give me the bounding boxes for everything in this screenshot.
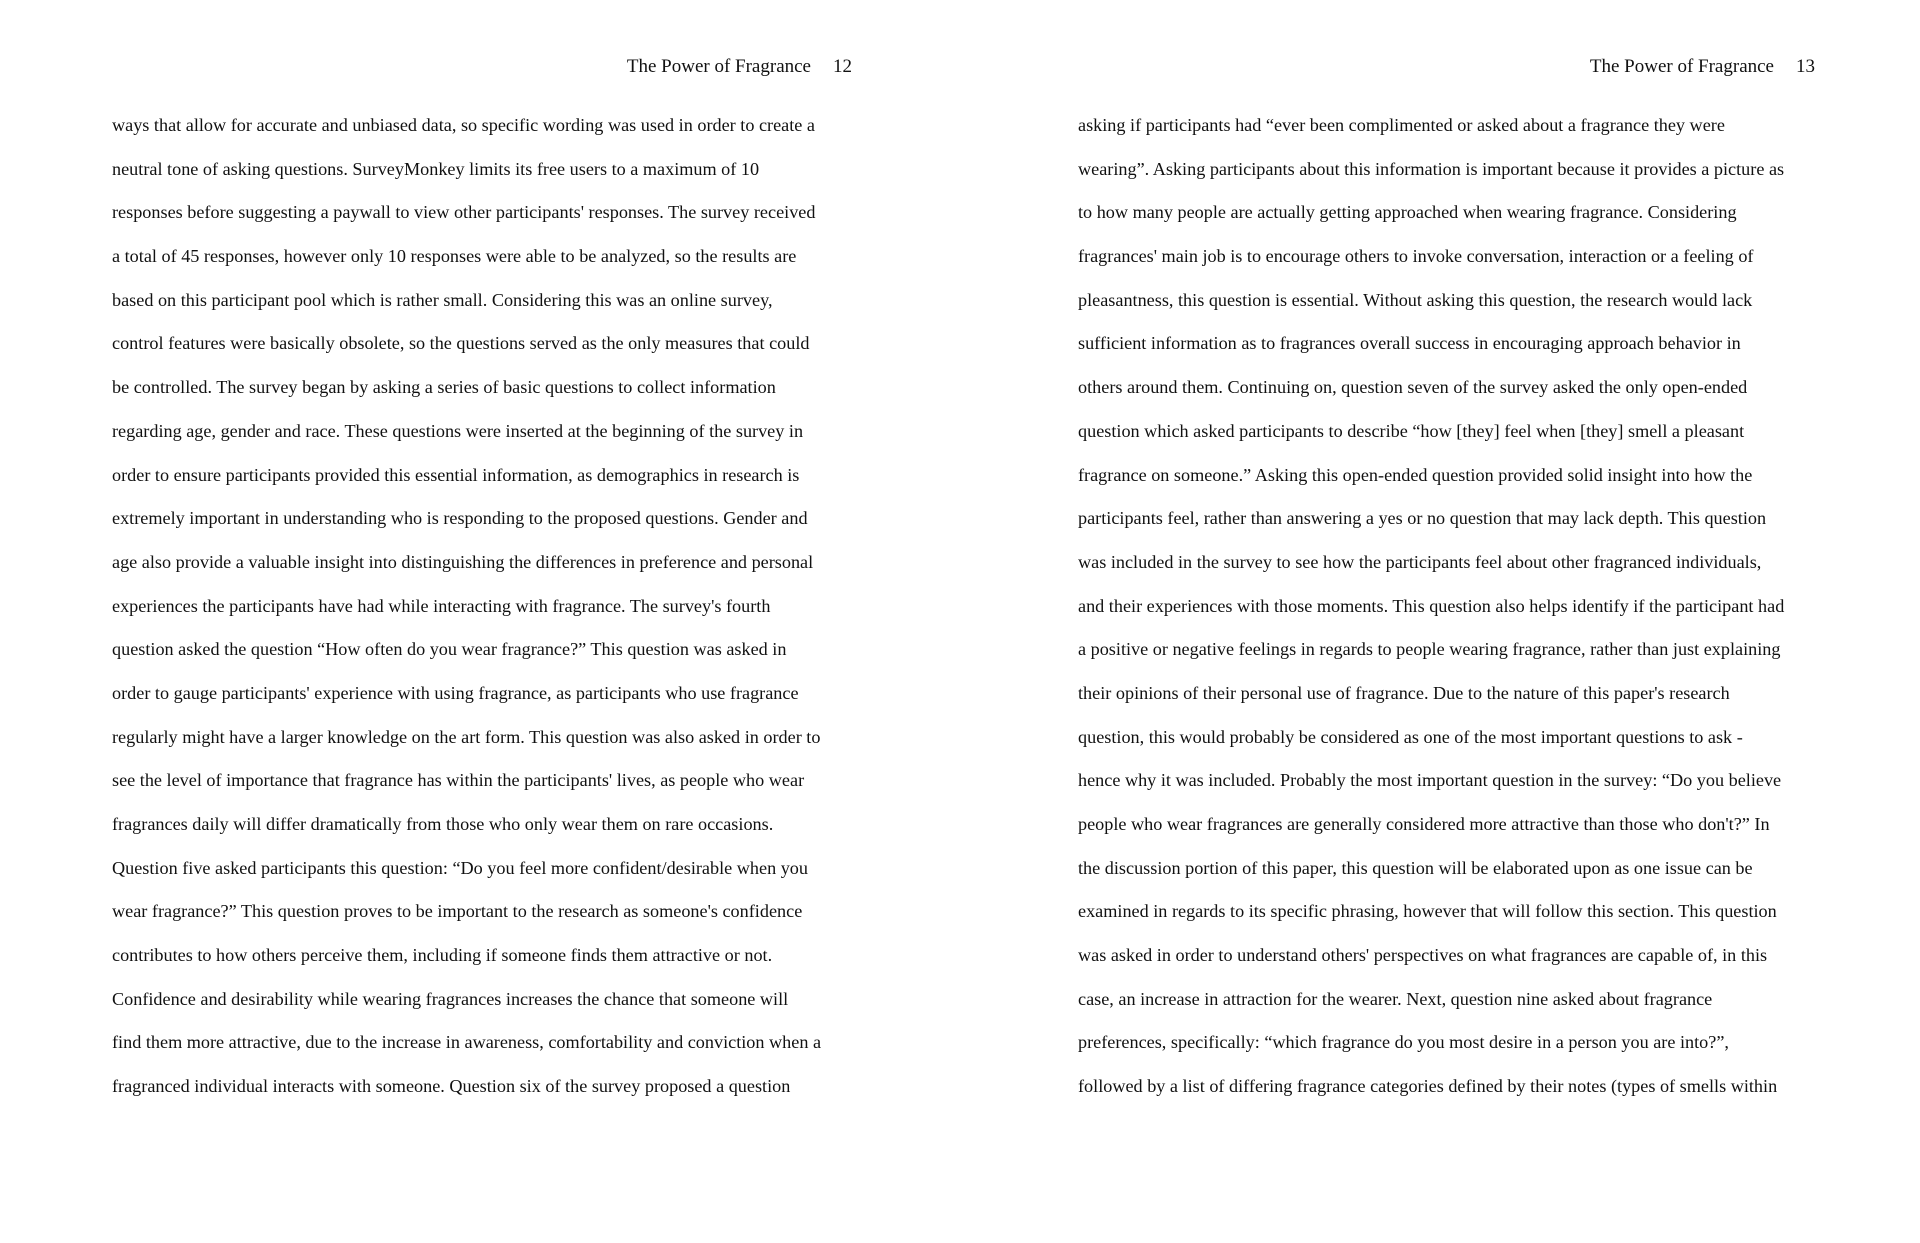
text-line: neutral tone of asking questions. SurveyMonkey limits its free users to a maximum of 10 [112,158,760,179]
text-line: the discussion portion of this paper, this question will be elaborated upon as one issue can be [1078,857,1753,878]
text-line: based on this participant pool which is rather small. Considering this was an online survey, [112,289,773,310]
text-line: wearing”. Asking participants about this information is important because it provides a picture as [1078,158,1785,179]
text-line: extremely important in understanding who is responding to the proposed questions. Gender and [112,508,808,529]
text-line: people who wear fragrances are generally considered more attractive than those who don't?” In [1078,814,1770,834]
text-line: fragrance on someone.” Asking this open-ended question provided solid insight into how the [1078,464,1753,485]
page-number: 13 [1796,56,1815,77]
text-line: a total of 45 responses, however only 10 responses were able to be analyzed, so the results are [112,246,797,267]
text-line: fragrances' main job is to encourage others to invoke conversation, interaction or a feeling of [1078,246,1754,267]
running-head-title: The Power of Fragrance [626,56,811,77]
text-line: a positive or negative feelings in regards to people wearing fragrance, rather than just explaining [1078,639,1781,660]
running-head [1590,55,1815,79]
text-line: question which asked participants to describe “how [they] feel when [they] smell a pleasant [1078,420,1745,441]
text-line: preferences, specifically: “which fragrance do you most desire in a person you are into?”, [1078,1032,1729,1053]
text-line: pleasantness, this question is essential. Without asking this question, the research would lack [1078,289,1753,310]
text-line: fragrances daily will differ dramatically from those who only wear them on rare occasions. [112,814,774,834]
text-line: wear fragrance?” This question proves to be important to the research as someone's confidence [112,901,803,922]
text-line: see the level of importance that fragrance has within the participants' lives, as people who wear [112,770,805,791]
text-line: followed by a list of differing fragrance categories defined by their notes (types of smells within [1078,1076,1778,1097]
page-13 [966,0,1920,1243]
text-line: and their experiences with those moments. This question also helps identify if the participant had [1078,595,1785,616]
text-line: fragranced individual interacts with someone. Question six of the survey proposed a question [112,1076,791,1097]
text-line: others around them. Continuing on, question seven of the survey asked the only open-ended [1078,377,1748,398]
text-line: Confidence and desirability while wearing fragrances increases the chance that someone will [112,988,789,1009]
running-head [627,55,852,79]
text-line: be controlled. The survey began by asking a series of basic questions to collect information [112,377,776,398]
text-line: regarding age, gender and race. These questions were inserted at the beginning of the survey in [112,420,804,441]
text-line: examined in regards to its specific phrasing, however that will follow this section. This question [1078,901,1777,922]
text-line: asking if participants had “ever been complimented or asked about a fragrance they were [1078,115,1725,135]
text-line: to how many people are actually getting approached when wearing fragrance. Considering [1078,202,1737,223]
body-text [112,113,821,1118]
text-line: ways that allow for accurate and unbiased data, so specific wording was used in order to create a [112,115,815,135]
text-line: order to ensure participants provided this essential information, as demographics in research is [112,464,800,485]
text-line: regularly might have a larger knowledge on the art form. This question was also asked in order to [112,726,821,747]
text-line: Question five asked participants this question: “Do you feel more confident/desirable when you [112,857,808,878]
text-line: responses before suggesting a paywall to view other participants' responses. The survey received [112,202,816,223]
text-line: order to gauge participants' experience with using fragrance, as participants who use fragrance [112,682,799,703]
text-line: hence why it was included. Probably the most important question in the survey: “Do you believe [1078,770,1782,791]
text-line: age also provide a valuable insight into distinguishing the differences in preference and personal [112,551,814,572]
text-line: was included in the survey to see how the participants feel about other fragranced individuals, [1078,551,1762,572]
page-number: 12 [833,56,852,77]
body-text [1078,113,1784,1118]
text-line: control features were basically obsolete, so the questions served as the only measures that could [112,333,810,354]
text-line: experiences the participants have had while interacting with fragrance. The survey's fourth [112,595,771,616]
text-line: their opinions of their personal use of fragrance. Due to the nature of this paper's research [1078,682,1730,703]
text-line: question asked the question “How often do you wear fragrance?” This question was asked in [112,639,787,660]
running-head-title: The Power of Fragrance [1589,56,1774,77]
text-line: sufficient information as to fragrances overall success in encouraging approach behavior in [1078,333,1741,354]
text-line: question, this would probably be considered as one of the most important questions to ask - [1078,726,1743,747]
text-line: contributes to how others perceive them, including if someone finds them attractive or not. [112,945,773,966]
text-line: participants feel, rather than answering a yes or no question that may lack depth. This question [1078,508,1767,529]
text-line: was asked in order to understand others' perspectives on what fragrances are capable of, in this [1078,945,1768,966]
text-line: find them more attractive, due to the increase in awareness, comfortability and conviction when a [112,1032,822,1053]
text-line: case, an increase in attraction for the wearer. Next, question nine asked about fragrance [1078,988,1713,1009]
